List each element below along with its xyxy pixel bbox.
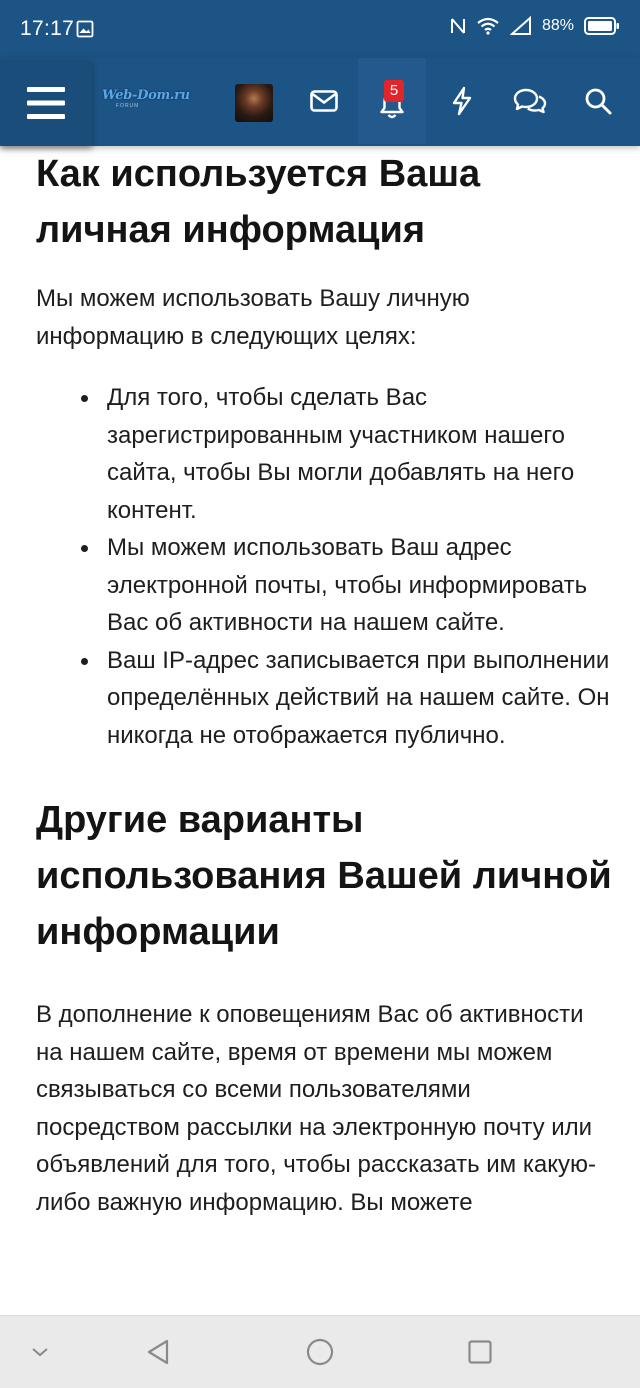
alerts-button[interactable] — [358, 58, 426, 144]
back-button[interactable] — [118, 1316, 198, 1388]
notification-badge: 5 — [384, 80, 404, 102]
intro-paragraph: Мы можем использовать Вашу личную информацию в следующих целях: — [36, 285, 470, 350]
battery-icon — [584, 16, 620, 36]
logo-text: Web-Dom.ru — [102, 88, 190, 103]
gallery-icon — [76, 20, 94, 38]
mail-icon — [310, 90, 338, 112]
status-time: 17:17 — [20, 17, 75, 40]
lightning-icon — [451, 86, 473, 116]
wifi-icon — [476, 17, 500, 35]
search-icon — [584, 87, 612, 115]
menu-icon — [26, 86, 66, 120]
system-nav-bar — [0, 1315, 640, 1388]
status-bar — [0, 0, 640, 58]
chevron-down-icon — [30, 1346, 50, 1358]
recents-icon — [467, 1339, 493, 1365]
section-heading-usage: Как используется Ваша личная информация — [36, 153, 481, 251]
list-item: Мы можем использовать Ваш адрес электронной почты, чтобы информировать Вас об активности на нашем сайте. — [107, 529, 616, 642]
whats-new-button[interactable] — [428, 58, 496, 144]
section-heading-other-uses: Другие варианты использования Вашей личной информации — [36, 799, 612, 953]
app-header — [0, 58, 640, 146]
recents-button[interactable] — [440, 1316, 520, 1388]
back-icon — [145, 1338, 171, 1366]
menu-button[interactable] — [0, 60, 92, 146]
home-button[interactable] — [280, 1316, 360, 1388]
signal-icon — [510, 16, 532, 36]
hide-nav-button[interactable] — [0, 1316, 80, 1388]
list-item: Для того, чтобы сделать Вас зарегистрированным участником нашего сайта, чтобы Вы могли добавлять на него контент. — [107, 379, 616, 529]
chat-icon — [513, 87, 547, 115]
site-logo[interactable] — [102, 88, 218, 112]
usage-list — [36, 379, 616, 754]
other-uses-paragraph: В дополнение к оповещениям Вас об активности на нашем сайте, время от времени мы можем связываться со всеми пользователями посредством рассылки на электронную почту или объявлений для того, чтобы рассказать им какую-либо важную информацию. Вы можете — [36, 1001, 596, 1216]
inbox-button[interactable] — [290, 58, 358, 144]
battery-percent: 88% — [541, 17, 574, 34]
logo-subtext: FORUM — [116, 103, 140, 109]
home-icon — [305, 1337, 335, 1367]
conversations-button[interactable] — [496, 58, 564, 144]
list-item: Ваш IP-адрес записывается при выполнении определённых действий на нашем сайте. Он никогда не отображается публично. — [107, 642, 616, 755]
search-button[interactable] — [564, 58, 632, 144]
article-content — [36, 146, 616, 1221]
nfc-icon — [450, 16, 466, 36]
user-avatar[interactable] — [235, 84, 273, 122]
